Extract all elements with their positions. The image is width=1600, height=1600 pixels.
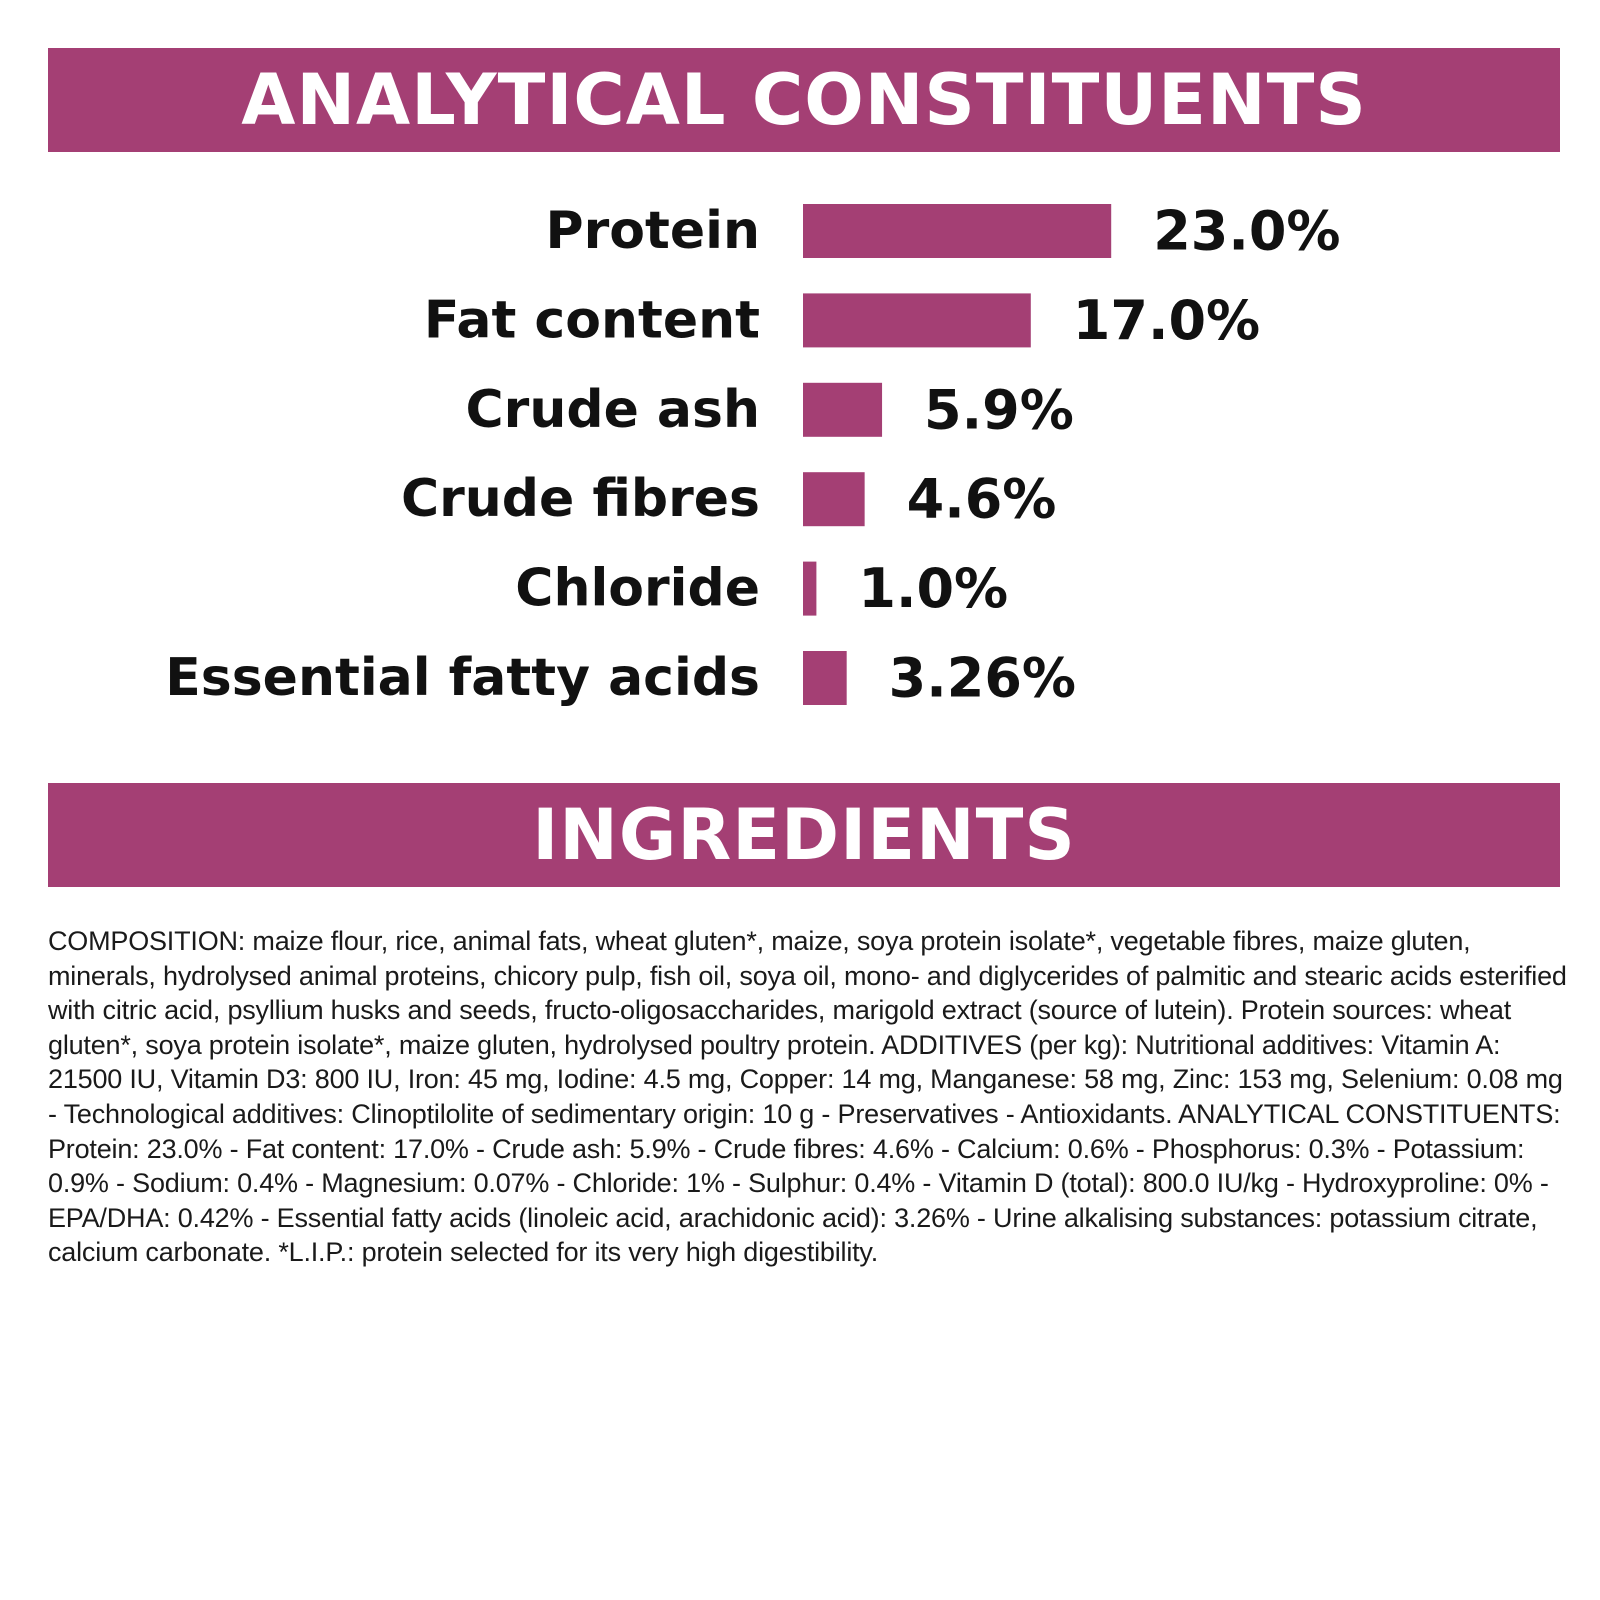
bar-category-label: Fat content bbox=[423, 290, 760, 351]
bar-value-label: 1.0% bbox=[858, 557, 1009, 621]
bar-category-label: Protein bbox=[545, 201, 760, 261]
bar-value-label: 4.6% bbox=[906, 467, 1057, 531]
constituents-bar-chart bbox=[0, 0, 1600, 760]
bar-category-label: Chloride bbox=[515, 558, 760, 619]
analytical-constituents-title: ANALYTICAL CONSTITUENTS bbox=[241, 59, 1367, 141]
bar bbox=[803, 383, 882, 437]
bar bbox=[803, 562, 816, 616]
ingredients-banner bbox=[48, 783, 1560, 887]
bar-value-label: 5.9% bbox=[924, 378, 1074, 442]
bar bbox=[803, 472, 865, 526]
bar-category-label: Crude ash bbox=[465, 379, 760, 440]
bar-value-label: 3.26% bbox=[888, 646, 1077, 710]
bar bbox=[803, 293, 1031, 347]
bar-value-label: 17.0% bbox=[1072, 288, 1261, 352]
bar-value-label: 23.0% bbox=[1153, 199, 1341, 263]
ingredients-title: INGREDIENTS bbox=[532, 794, 1076, 876]
bar bbox=[803, 204, 1111, 258]
bar bbox=[803, 651, 847, 705]
ingredients-composition-text: COMPOSITION: maize flour, rice, animal fats, wheat gluten*, maize, soya protein isolate*, vegetable fibres, maize gluten, minerals, hydrolysed animal proteins, chicory pulp, fish oil, soya oil, mono- and diglycerides of palmitic and stearic acids esterified with citric acid, psyllium husks and seeds, fructo-oligosaccharides, marigold extract (source of lutein). Protein sources: wheat gluten*, soya protein isolate*, maize gluten, hydrolysed poultry protein. ADDITIVES (per kg): Nutritional additives: Vitamin A: 21500 IU, Vitamin D3: 800 IU, Iron: 45 mg, Iodine: 4.5 mg, Copper: 14 mg, Manganese: 58 mg, Zinc: 153 mg, Selenium: 0.08 mg - Technological additives: Clinoptilolite of sedimentary origin: 10 g - Preservatives - Antioxidants. ANALYTICAL CONSTITUENTS: Protein: 23.0% - Fat content: 17.0% - Crude ash: 5.9% - Crude fibres: 4.6% - Calcium: 0.6% - Phosphorus: 0.3% - Potassium: 0.9% - Sodium: 0.4% - Magnesium: 0.07% - Chloride: 1% - Sulphur: 0.4% - Vitamin D (total): 800.0 IU/kg - Hydroxyproline: 0% - EPA/DHA: 0.42% - Essential fatty acids (linoleic acid, arachidonic acid): 3.26% - Urine alkalising substances: potassium citrate, calcium carbonate. *L.I.P.: protein selected for its very high digestibility. bbox=[48, 926, 1567, 1268]
bar-category-label: Crude fibres bbox=[400, 469, 760, 530]
bar-category-label: Essential fatty acids bbox=[165, 648, 760, 708]
